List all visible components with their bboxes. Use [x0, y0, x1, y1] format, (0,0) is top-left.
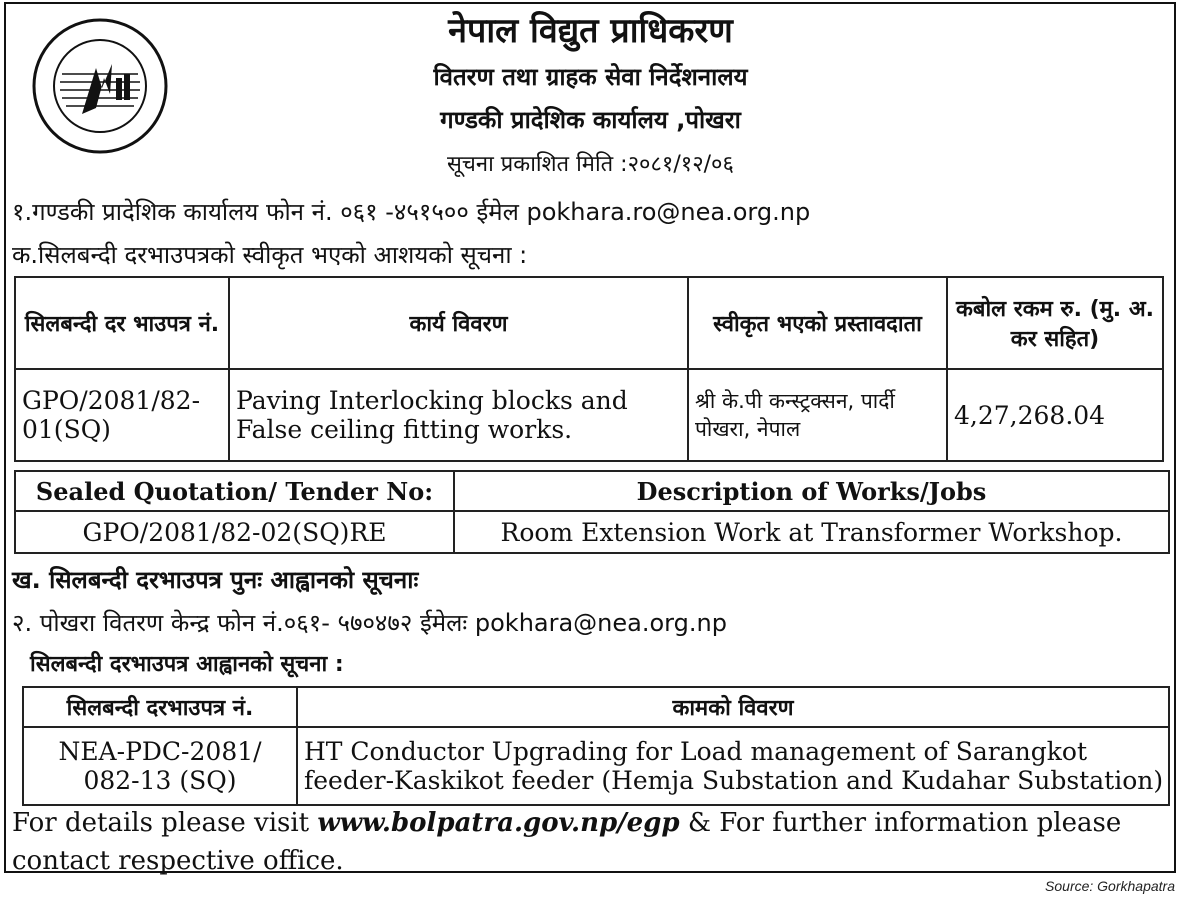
cell-work-desc: Paving Interlocking blocks and False ceiling fitting works. [229, 369, 688, 461]
reinvitation-title: ख. सिलबन्दी दरभाउपत्र पुनः आह्वानको सूचनाः [12, 566, 419, 594]
cell-inv-no: NEA-PDC-2081/ 082-13 (SQ) [23, 727, 297, 805]
th-inv-no: सिलबन्दी दरभाउपत्र नं. [23, 687, 297, 727]
published-date: सूचना प्रकाशित मिति :२०८१/१२/०६ [447, 152, 734, 177]
footer-prefix: For details please visit [12, 808, 318, 838]
invitation-table [22, 686, 1170, 806]
table-row [15, 369, 1163, 461]
cell-amount: 4,27,268.04 [947, 369, 1163, 461]
footer-note [12, 804, 1162, 880]
th-sq-desc: Description of Works/Jobs [454, 471, 1169, 511]
approval-table [14, 276, 1164, 462]
org-title: नेपाल विद्युत प्राधिकरण [448, 11, 733, 51]
th-bidder: स्वीकृत भएको प्रस्तावदाता [688, 277, 947, 369]
cell-tender-no: GPO/2081/82-01(SQ) [15, 369, 229, 461]
cell-sq-desc: Room Extension Work at Transformer Workshop. [454, 511, 1169, 553]
footer-suffix: & For further information please contact respective office. [12, 808, 1122, 876]
cell-sq-no: GPO/2081/82-02(SQ)RE [15, 511, 454, 553]
approval-notice-title: क.सिलबन्दी दरभाउपत्रको स्वीकृत भएको आशयको सूचना : [12, 241, 528, 269]
source-credit: Source: Gorkhapatra [1045, 878, 1175, 894]
table-row [23, 727, 1169, 805]
th-tender-no: सिलबन्दी दर भाउपत्र नं. [15, 277, 229, 369]
table-row [15, 511, 1169, 553]
invitation-notice-title: सिलबन्दी दरभाउपत्र आह्वानको सूचना : [30, 652, 344, 677]
th-work-desc: कार्य विवरण [229, 277, 688, 369]
cell-bidder: श्री के.पी कन्स्ट्रक्सन, पार्दी पोखरा, नेपाल [688, 369, 947, 461]
th-sq-no: Sealed Quotation/ Tender No: [15, 471, 454, 511]
th-amount: कबोल रकम रु. (मु. अ. कर सहित) [947, 277, 1163, 369]
directorate-title: वितरण तथा ग्राहक सेवा निर्देशनालय [433, 63, 748, 91]
sealed-quotation-table [14, 470, 1170, 554]
cell-inv-desc: HT Conductor Upgrading for Load management of Sarangkot feeder-Kaskikot feeder (Hemja Substation and Kudahar Substation) [297, 727, 1169, 805]
th-inv-desc: कामको विवरण [297, 687, 1169, 727]
office-title: गण्डकी प्रादेशिक कार्यालय ,पोखरा [440, 106, 741, 134]
centre-contact: २. पोखरा वितरण केन्द्र फोन नं.०६१- ५७०४७२ ईमेलः pokhara@nea.org.np [12, 609, 727, 637]
office-contact: १.गण्डकी प्रादेशिक कार्यालय फोन नं. ०६१ -४५१५०० ईमेल pokhara.ro@nea.org.np [12, 198, 811, 226]
bolpatra-link[interactable]: www.bolpatra.gov.np/egp [317, 808, 680, 838]
